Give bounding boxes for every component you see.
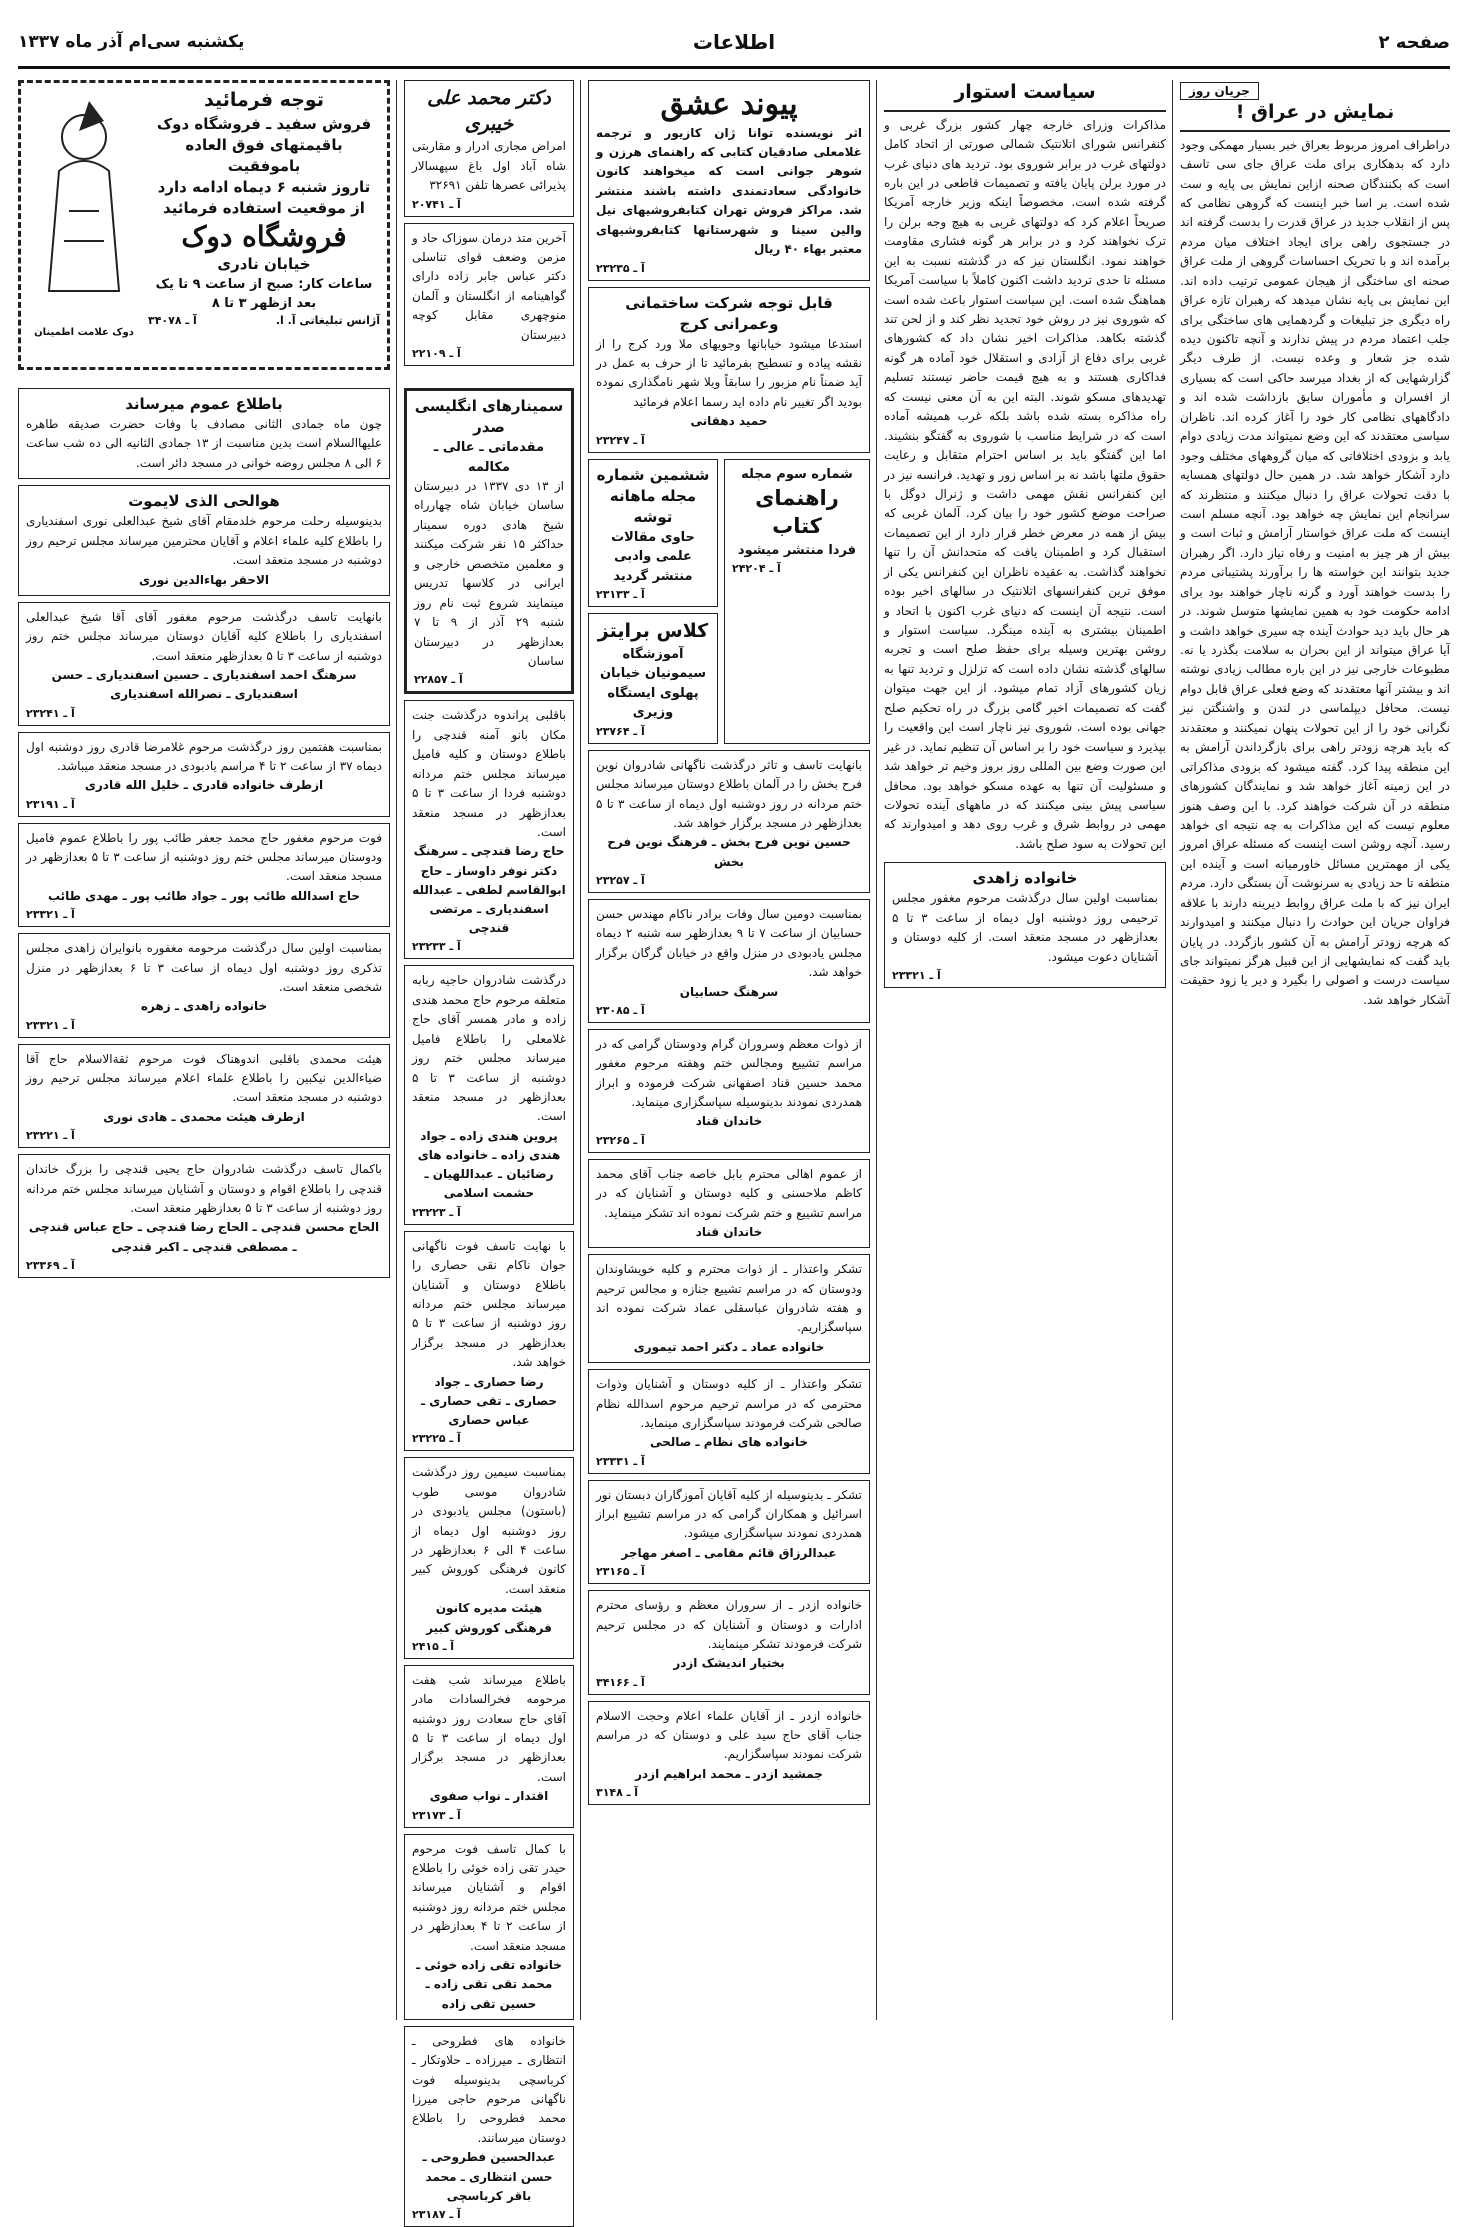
obituary-signature: خانواده های نظام ـ صالحی	[649, 1435, 809, 1450]
header-rule	[18, 66, 1450, 69]
obituary-text: چون ماه جمادی الثانی مصادف با وفات حضرت صدیقه طاهره علیهاالسلام است بدین مناسبت از ۱۳ جمادی الثانیه الی ده شب ساعت ۶ الی ۸ مجلس روضه خوانی در مسجد دائر است.	[26, 417, 382, 470]
obituary-text: درگذشت شادروان حاجیه ربابه متعلقه مرحوم حاج محمد هندی زاده و مادر همسر آقای حاج غلامعلی را باطلاع فامیل میرساند مجلس ختم روز دوشنبه از ساعت ۳ تا ۵ بعدازظهر در مسجد منعقد است.	[412, 973, 566, 1124]
obituary-text: با نهایت تاسف فوت ناگهانی جوان ناکام نقی حصاری را باطلاع دوستان و آشنایان میرساند مجلس ختم مردانه روز دوشنبه از ساعت ۳ تا ۵ بعدازظهر در مسجد برگزار خواهد شد.	[412, 1238, 567, 1370]
col5-obituaries	[18, 388, 390, 2020]
ad-code: آ ـ ۲۲۱۰۹	[412, 347, 461, 361]
notice-box	[884, 862, 1166, 988]
obituary-text: هیئت محمدی باقلبی اندوهناک فوت مرحوم ثقةالاسلام حاج آقا ضیاءالدین نیکبین را باطلاع علماء اعلام میرساند مجلس ترحیم روز دوشنبه در مسجد منعقد است.	[26, 1051, 382, 1105]
tusheh-text: حاوی مقالات علمی وادبی منتشر گردید	[611, 529, 695, 584]
obituary-signature: حاج اسدالله طائب پور ـ جواد طائب پور ـ مهدی طائب	[47, 888, 361, 903]
column-divider	[580, 80, 581, 2020]
seminar-text: از ۱۳ دی ۱۳۳۷ در دبیرستان ساسان خیابان شاه چهارراه شیخ هادی دوره سمینار حداکثر ۱۵ نفر شرکت میکنند و معلمین متخصص خارجی و ایرانی در کلاسها تدریس مینمایند شروع ثبت نام روز شنبه ۲۹ آذر از ۹ تا ۷ بعدازظهر در دبیرستان ساسان	[414, 479, 565, 668]
notice-title: قابل توجه شرکت ساختمانی وعمرانی کرج	[625, 293, 833, 333]
ad-code: آ ـ ۲۳۲۲۵	[412, 1432, 461, 1446]
obituary-text: باقلبی پراندوه درگذشت جنت مکان بانو آمنه قندچی را باطلاع دوستان و کلیه فامیل میرساند مجلس ختم مردانه دوشنبه فردا از ساعت ۳ تا ۵ بعدازظهر در مسجد منعقد است.	[412, 708, 567, 839]
store-street: خیابان نادری	[217, 254, 311, 273]
obituary-signature: خانواده عماد ـ دکتر احمد تیموری	[633, 1339, 825, 1354]
ad-code: آ ـ ۲۳۱۶۵	[596, 1565, 645, 1579]
column-notices	[588, 80, 870, 2020]
page-number: صفحه ۲	[1378, 32, 1450, 53]
notice-body: استدعا میشود خیابانها وجویهای ملا ورد کرج را از نقشه پیاده و تسطیح بفرمائید تا از حرف به عمل در آید ضمناً نام مزبور را سابقاً ویلا شهر نامگذاری نموده بودید اگر تغییر نام داده اید رسما اعلام فرمائید	[596, 336, 862, 409]
ad-code: آ ـ ۲۴۲۰۴	[732, 562, 781, 576]
berlitz-title: کلاس برایتز	[597, 620, 709, 642]
article-headline: سیاست استوار	[954, 81, 1096, 103]
obituary-signature: خاندان قناد	[695, 1224, 763, 1239]
karaj-notice	[588, 287, 870, 453]
divider	[1180, 130, 1450, 132]
ad-code: آ ـ ۲۳۷۶۴	[596, 724, 645, 738]
obituary-text: تشکر واعتذار ـ از ذوات محترم و کلیه خویشاوندان ودوستان که در مراسم تشییع جنازه و مجالس ترحیم و هفته شادروان عباسقلی عماد شرکت نموده اند سپاسگزاریم.	[596, 1262, 862, 1335]
ad-content	[148, 88, 380, 327]
obituary-text: خانواده ازدر ـ از آقایان علماء اعلام وحجت الاسلام جناب آقای حاج سید علی و دوستان که در مراسم شرکت نمودند سپاسگزاریم.	[596, 1708, 862, 1762]
obituary-signature: هیئت مدیره کانون فرهنگی کوروش کبیر	[426, 1601, 552, 1635]
masthead: اطلاعات	[692, 30, 776, 54]
ad-code: آ ـ ۲۳۲۲۳	[412, 1205, 461, 1219]
ad-code: آ ـ ۲۳۲۵۷	[596, 873, 645, 887]
obituary-item	[18, 933, 390, 1038]
ad-code: آ ـ ۲۳۰۸۵	[596, 1003, 645, 1017]
obituary-item	[18, 602, 390, 726]
newspaper-page	[18, 18, 1450, 2221]
ad-code: آ ـ ۲۲۸۵۷	[414, 673, 463, 687]
book-description: اثر نویسنده توانا ژان کازیور و ترجمه غلامعلی صادقیان کتابی که راهنمای هرزن و شوهر جوانی است که میخواهند کانون خانوادگی سعادتمندی داشته باشند منتشر شد. مراکز فروش تهران کتابفروشیهای نیل والین سینا و شهرستانها کتابفروشیهای معتبر بهاء ۴۰ ریال	[596, 125, 862, 257]
store-logo	[29, 91, 139, 351]
obituary-title: هوالحی الذی لایموت	[128, 492, 280, 511]
obituary-item	[588, 1590, 870, 1695]
doctor-ad	[404, 80, 574, 217]
guide-ad	[724, 459, 870, 744]
obituary-signature: ازطرف خانواده قادری ـ خلیل الله قادری	[84, 778, 324, 793]
col4-obituaries	[404, 388, 574, 2221]
tusheh-ad	[588, 459, 718, 608]
obituary-signature: رضا حصاری ـ جواد حصاری ـ تقی حصاری ـ عباس حصاری	[421, 1374, 557, 1428]
ad-code: آ ـ ۲۳۳۲۱	[26, 1018, 75, 1032]
ad-code: آ ـ ۲۳۲۲۱	[26, 1129, 75, 1143]
seminar-ad	[404, 388, 574, 694]
ad-footer	[148, 314, 380, 327]
ad-code: آ ـ ۲۳۳۳۱	[596, 1454, 645, 1468]
store-name: فروشگاه دوک	[181, 219, 347, 253]
obituary-item	[588, 1254, 870, 1363]
ad-line: از موقعیت استفاده فرمائید	[163, 198, 365, 217]
obituary-item	[588, 1369, 870, 1474]
dook-store-ad	[18, 80, 390, 370]
ad-code: آ ـ ۲۳۱۳۳	[596, 588, 645, 601]
divider	[884, 110, 1166, 112]
ad-code: آ ـ ۲۳۱۷۳	[412, 1808, 461, 1822]
ad-code: آ ـ ۲۳۳۲۱	[892, 969, 941, 983]
article-body: مذاکرات وزرای خارجه چهار کشور بزرگ غربی و کنفرانس شورای اتلانتیک شمالی صورتی از اتحاد کامل دولتهای غرب در برابر شوروی بود. تردید های دنیای غرب در مورد برلن پایان یافته و تصمیمات قاطعی در این باره گرفته شده است. مخصوصاً اینکه وزیر خارجه آمریکا صریحاً اعلام کرد که دولتهای غربی به هیچ وجه برلن را ترک نخواهند کرد و در برابر هر گونه فشاری مقاومت خواهند نمود. انگلستان نیز که در گذشته نسبت به این مسئله تا حدی تردید داشت اکنون کاملاً با سیاست آمریکا هماهنگ شده است. این سیاست استوار باعث شده است که شوروی نیز در روش خود تجدید نظر کند و از لحن تند گذشته بکاهد. مذاکرات اخیر نشان داد که کشورهای غربی برای دفاع از آزادی و استقلال خود آماده هر گونه فداکاری هستند و به هیچ قیمت حاضر نیستند تسلیم تهدیدهای مسکو شوند. البته این به آن معنی نیست که راه مذاکره بسته شده باشد بلکه غرب همیشه آماده است که در شرایط مناسب با شوروی به گفتگو بنشیند. اما این گفتگو باید بر اساس احترام متقابل و رعایت حقوق ملتها باشد نه بر اساس زور و تهدید. فرانسه نیز در این کنفرانس نقش مهمی داشت و ژنرال دوگل با صراحت موضع کشور خود را بیان کرد. آلمان غربی که بیش از همه در معرض خطر قرار دارد از این تصمیمات استقبال کرد و اطمینان یافت که متحدانش آن را تنها نخواهند گذاشت. به عقیده ناظران این کنفرانس یکی از موفق ترین کنفرانسهای اتلانتیک در سالهای اخیر بوده است. نتیجه آن اینست که دنیای غرب اکنون با اتحاد و اطمینان بیشتری به آینده مینگرد. سیاست استوار و روشن بهترین وسیله برای حفظ صلح است و تجربه سالهای گذشته نشان داده است که تزلزل و تردید تنها به زیان کشورهای آزاد تمام میشود. از این جهت میتوان گفت که تصمیمات اخیر گامی بزرگ در راه تحکیم صلح جهانی بوده است. شوروی نیز ناچار است این واقعیت را بپذیرد و سیاست خود را بر اساس آن تنظیم نماید. در غیر این صورت وضع بین المللی روز بروز وخیم تر خواهد شد و مسئولیت آن تنها به عهده مسکو خواهد بود. محافل سیاسی پیش بینی میکنند که در ماههای آینده تحولات مهمی در روابط شرق و غرب روی دهد و امیدوارند که این تحولات به سود صلح باشد.	[884, 117, 1166, 851]
logo-caption: دوک علامت اطمینان	[34, 327, 134, 338]
issue-date: یکشنبه سی‌ام آذر ماه ۱۳۳۷	[18, 32, 245, 52]
obituary-signature: سرهنگ احمد اسفندیاری ـ حسین اسفندیاری ـ حسن اسفندیاری ـ نصرالله اسفندیاری	[51, 668, 357, 702]
obituary-item	[404, 1834, 574, 2020]
ad-code: آ ـ ۲۳۱۹۱	[26, 797, 75, 811]
obituary-text: باکمال تاسف درگذشت شادروان حاج یحیی قندچی را بزرگ خاندان قندچی را باطلاع اقوام و دوستان و آشنایان میرساند مجلس ختم مردانه روز دوشنبه از ساعت ۳ تا ۵ بعدازظهر منعقد است.	[26, 1162, 382, 1215]
guide-text: فردا منتشر میشود	[737, 542, 857, 558]
ad-agency: آژانس تبلیغاتی آ. ا.	[275, 313, 380, 327]
ad-code: آ ـ ۲۰۷۴۱	[412, 197, 461, 211]
obituary-signature: خانواده زاهدی ـ زهره	[140, 999, 268, 1014]
obituary-signature: جمشید ازدر ـ محمد ابراهیم ازدر	[635, 1766, 823, 1781]
obituary-text: بمناسبت اولین سال درگذشت مرحومه مغفوره بانوایران زاهدی مجلس تذکری روز دوشنبه اول دیماه از ساعت ۳ تا ۶ بعدازظهر در منزل شخصی منعقد است.	[26, 941, 383, 994]
obituary-text: باطلاع میرساند شب هفت مرحومه فخرالسادات مادر آقای حاج سعادت روز دوشنبه اول دیماه از ساعت ۳ تا ۵ بعدازظهر در مسجد برگزار است.	[412, 1672, 566, 1784]
store-ad-region	[18, 80, 390, 380]
clinic-ad	[404, 223, 574, 367]
obituary-signature: ازطرف هیئت محمدی ـ هادی نوری	[103, 1109, 305, 1124]
obituary-signature: الحاج محسن قندچی ـ الحاج رضا قندچی ـ حاج عباس قندچی ـ مصطفی قندچی ـ اکبر قندچی	[28, 1220, 380, 1254]
obituary-item	[18, 1044, 390, 1149]
obituary-item	[18, 732, 390, 817]
column-editorial-iraq	[1180, 80, 1450, 2020]
obituary-item	[18, 823, 390, 928]
obituary-signature: سرهنگ حسابیان	[679, 984, 779, 999]
obituary-item	[404, 965, 574, 1224]
obituary-item	[588, 899, 870, 1023]
obituary-signature: حسین نوین فرح بخش ـ فرهنگ نوین فرح بخش	[607, 835, 851, 869]
ad-code: آ ـ ۳۴۱۶۶	[596, 1675, 645, 1689]
obituary-text: از ذوات معظم وسروران گرام ودوستان گرامی که در مراسم تشییع ومجالس ختم وهفته مرحوم مغفور محمد حسین قناد اصفهانی شرکت فرموده و ابراز همدردی نمودند بدینوسیله سپاسگزاری مینماید.	[596, 1036, 862, 1110]
notice-body: بمناسبت اولین سال درگذشت مرحوم مغفور مجلس ترحیمی روز دوشنبه اول دیماه از ساعت ۳ تا ۵ بعدازظهر در مسجد منعقد است. از کلیه دوستان و آشنایان دعوت میشود.	[892, 891, 1159, 964]
book-ad	[588, 80, 870, 281]
obituary-text: بدینوسیله رحلت مرحوم خلدمقام آقای شیخ عبدالعلی نوری اسفندیاری را باطلاع کلیه علماء اعلام و آقایان محترمین میرساند مجلس ترحیم روز دوشنبه در مسجد منعقد است.	[26, 514, 382, 568]
obituary-text: تشکر واعتذار ـ از کلیه دوستان و آشنایان وذوات محترمی که در مراسم ترحیم مرحوم اسدالله نظام صالحی شرکت فرمودند سپاسگزاری مینماید.	[596, 1377, 862, 1430]
obituary-text: بانهایت تاسف و تاثر درگذشت ناگهانی شادروان نوین فرح بخش را در آلمان باطلاع دوستان میرساند مجلس ختم مردانه در روز دوشنبه اول دیماه از ساعت ۳ تا ۵ بعدازظهر در مسجد برگزار خواهد شد.	[596, 757, 863, 830]
notice-signature: حمید دهقانی	[690, 414, 768, 429]
doctor-name: دکتر محمد علی خیبری	[427, 87, 551, 135]
obituary-signature: خانواده تقی زاده خوئی ـ محمد تقی تقی زاده ـ حسین تقی زاده	[416, 1958, 562, 2011]
obituary-text: از عموم اهالی محترم بابل خاصه جناب آقای محمد کاظم ملاحسنی و کلیه دوستان و آشنایان که در مراسم تشییع و ختم شرکت نموده اند تشکر مینماید.	[596, 1166, 862, 1220]
ad-code: آ ـ ۲۳۲۴۱	[26, 706, 75, 720]
ad-line: باقیمتهای فوق العاده باموفقیت	[185, 135, 343, 175]
seminar-title: سمینارهای انگلیسی صدر	[414, 397, 564, 436]
obituary-item	[588, 750, 870, 893]
obituary-text: خانواده ازدر ـ از سروران معظم و رؤسای محترم ادارات و دوستان و آشنایان که در مجلس ترحیم شرکت فرمودند تشکر مینمایند.	[596, 1598, 862, 1651]
article-headline: نمایش در عراق !	[1235, 101, 1395, 123]
obituary-item	[404, 2026, 574, 2227]
obituary-signature: عبدالحسین فطروحی ـ حسن انتظاری ـ محمد باقر کرباسچی	[422, 2150, 556, 2203]
obituary-item	[588, 1159, 870, 1249]
column-editorial-policy	[884, 80, 1166, 2020]
berlitz-text: آموزشگاه سیمونیان خیابان پهلوی ایستگاه وزیری	[599, 646, 707, 721]
obituary-signature: خاندان قناد	[695, 1114, 763, 1129]
ad-line: تاروز شنبه ۶ دیماه ادامه دارد	[157, 177, 371, 196]
ads-row	[588, 459, 870, 750]
store-hours: ساعات کار: صبح از ساعت ۹ تا یک بعد ازظهر ۳ تا ۸	[155, 276, 373, 312]
obituary-text: خانواده های فطروحی ـ انتظاری ـ میرزاده ـ حلاوتکار ـ کرباسچی بدینوسیله فوت ناگهانی مرحوم حاجی میرزا محمد فطروحی را باطلاع دوستان میرسانند.	[412, 2033, 566, 2145]
obituary-text: بمناسبت هفتمین روز درگذشت مرحوم غلامرضا قادری روز دوشنبه اول دیماه ۳۷ از ساعت ۲ تا ۴ مراسم یادبودی در مسجد منعقد میباشد.	[26, 739, 382, 773]
ad-code: آ ـ ۲۳۲۳۳	[412, 940, 461, 954]
seminar-sub: مقدماتی ـ عالی ـ مکالمه	[433, 440, 545, 475]
column-divider	[1172, 80, 1173, 2020]
ad-code: آ ـ ۲۳۲۶۵	[596, 1133, 645, 1147]
ad-code: آ ـ ۲۳۱۸۷	[412, 2207, 461, 2221]
obituary-item	[588, 1029, 870, 1153]
ad-title: توجه فرمائید	[204, 89, 324, 111]
right-ads	[588, 459, 718, 750]
obituary-item	[18, 485, 390, 596]
obituary-text: بمناسبت دومین سال وفات برادر ناکام مهندس حسن حسابیان از ساعت ۷ تا ۹ بعدازظهر سه شنبه ۲ دیماه مجلس یادبودی در منزل واقع در خیابان گرگان برگزار خواهد شد.	[596, 906, 862, 980]
obituary-signature: اقتدار ـ نواب صفوی	[429, 1789, 549, 1804]
page-header	[18, 18, 1450, 70]
ad-code: آ ـ ۲۳۳۲۱	[26, 908, 75, 922]
obituary-text: بانهایت تاسف درگذشت مرحوم مغفور آقای آقا شیخ عبدالعلی اسفندیاری را باطلاع کلیه آقایان دوستان میرساند مجلس ختم روز دوشنبه از ساعت ۳ تا ۵ بعدازظهر منعقد است.	[26, 609, 382, 663]
obituary-text: تشکر ـ بدینوسیله از کلیه آقایان آموزگاران دبستان نور اسرائیل و همکاران گرامی که در مراسم تشییع ابراز همدردی نمودند سپاسگزاری میشود.	[596, 1487, 862, 1541]
section-kicker: جریان روز	[1180, 82, 1259, 100]
shopkeeper-illustration-icon	[29, 91, 139, 321]
obituary-item	[18, 1154, 390, 1278]
obituary-text: بمناسبت سیمین روز درگذشت شادروان موسی طوب (باستون) مجلس یادبودی در روز دوشنبه اول دیماه از ساعت ۴ الی ۶ بعدازظهر در کانون فرهنگی کوروش کبیر منعقد است.	[412, 1465, 566, 1596]
obituary-item	[404, 1665, 574, 1828]
column-medical-ads	[404, 80, 574, 380]
ad-code: آ ـ ۲۳۳۶۹	[26, 1258, 75, 1272]
obituary-item	[404, 700, 574, 959]
article-body: دراطراف امروز مربوط بعراق خبر بسیار مهمکی وجود دارد که بدهکاری برای ملت عراق جای سی تاسف است که بکنندگان صحنه ازاین نمایش بی پایه و ست شده است. بر اسا خبر اینست که گروهی نظامی که پس از انقلاب جدید در عراق قدرت را بدست گرفته اند در جستجوی راهی برای ایجاد اختلاف میان مردم برآمده اند و با تحریک احساسات گروهی از ملت عراق صحنه ای ساختگی از هیجان عمومی ترتیب داده اند. این نمایش بی پایه نشان میدهد که رهبران تازه عراق راه دیگری جز تبلیغات و گردهمایی های ساختگی برای جلب اعتماد مردم در پیش ندارند و آنچه تاکنون دیده شده جز شعار و وعده نیست. از طرف دیگر گزارشهایی که از بغداد میرسد حاکی است که بسیاری از افسران و مأموران سابق بازداشت شده اند و دادگاههای نظامی کار خود را آغاز کرده اند. ناظران سیاسی معتقدند که این وضع نمیتواند مدت زیادی دوام یابد و بزودی اختلافاتی که میان گروههای مختلف وجود دارد آشکار خواهد شد. در همین حال دولتهای همسایه با دقت تحولات عراق را دنبال میکنند و منتظرند که سرانجام این نمایش چه خواهد بود. آنچه مسلم است اینست که ملت عراق خواستار آرامش و ثبات است و بیش از هر چیز به امنیت و رفاه نیاز دارد. اگر رهبران جدید بتوانند این خواسته ها را برآورند پشتیبانی مردم را بدست خواهند آورد و گرنه ناچار خواهند بود برای ادامه حکومت خود به همین نمایشها متوسل شوند. در هر حال باید دید حوادث آینده چه سیری خواهد داشت و آیا عراق میتواند از این بحران به سلامت بگذرد یا نه. مطبوعات خارجی نیز در این باره مطالب زیادی نوشته اند و بیشتر آنها معتقدند که وضع فعلی عراق قابل دوام نیست. محافل دیپلماسی در لندن و واشنگتن نیز نگرانی خود را از این تحولات پنهان نمیکنند و معتقدند که باید هرچه زودتر راهی برای بازگرداندن آرامش به این منطقه پیدا کرد. گفته میشود که بزودی مذاکراتی در این زمینه آغاز خواهد شد و نمایندگان کشورهای منطقه در آن شرکت خواهند کرد. با این وصف هنوز معلوم نیست که این مذاکرات به چه نتیجه ای خواهد رسید. آنچه روشن است اینست که مسئله عراق امروز یکی از مهمترین مسائل خاورمیانه است و آینده این منطقه تا حد زیادی به سرنوشت آن بستگی دارد. مردم ایران نیز که با ملت عراق روابط دیرینه دارند با علاقه فراوان جریان این حوادث را دنبال میکنند و امیدوارند که هرچه زودتر آرامش به آن کشور بازگردد. در پایان باید گفت که نمایشهایی از این قبیل هرگز نمیتواند جای سیاست درست و اصولی را بگیرد و دیر یا زود حقیقت آشکار خواهد شد.	[1180, 137, 1450, 1007]
guide-label: شماره سوم مجله	[741, 466, 853, 482]
tusheh-title: ششمین شماره مجله ماهانه توشه	[596, 465, 710, 526]
ad-code: آ ـ ۲۳۲۴۷	[596, 433, 645, 447]
obituary-item	[18, 388, 390, 479]
obituary-title: باطلاع عموم میرساند	[125, 395, 283, 413]
ad-code: آ ـ ۳۴۰۷۸	[148, 313, 197, 327]
obituary-text: فوت مرحوم مغفور حاج محمد جعفر طائب پور را باطلاع عموم فامیل ودوستان میرساند مجلس ختم روز دوشنبه از ساعت ۳ تا ۵ بعدازظهر در مسجد منعقد است.	[26, 830, 383, 884]
ad-code: آ ـ ۲۳۲۳۵	[596, 261, 645, 275]
clinic-text: آخرین متد درمان سوزاک حاد و مزمن وضعف قوای تناسلی دکتر عباس جابر زاده دارای گواهینامه از انگلستان و آلمان منوچهری مقابل کوچه دبیرستان	[412, 230, 566, 342]
guide-title: راهنمای کتاب	[755, 486, 839, 539]
obituary-signature: حاج رضا قندچی ـ سرهنگ دکتر نوفر داوساز ـ حاج ابوالقاسم لطفی ـ عبدالله اسفندیاری ـ مرتضی قندچی	[412, 844, 566, 936]
obituary-item	[404, 1231, 574, 1452]
obituary-signature: بختیار اندیشک ازدر	[673, 1656, 785, 1671]
doctor-text: امراض مجاری ادرار و مقاربتی شاه آباد اول باغ سپهسالار پذیرائی عصرها تلفن ۳۲۶۹۱	[412, 139, 566, 193]
ad-line: فروش سفید ـ فروشگاه دوک	[156, 114, 372, 133]
obituary-text: با کمال تاسف فوت مرحوم حیدر تقی زاده خوئی را باطلاع اقوام و آشنایان میرساند مجلس ختم مردانه روز دوشنبه از ساعت ۲ تا ۴ بعدازظهر در مسجد منعقد است.	[412, 1841, 567, 1953]
col3-obituaries	[588, 750, 870, 1805]
obituary-signature: پروین هندی زاده ـ جواد هندی زاده ـ خانواده های رضائیان ـ عبداللهیان ـ حشمت اسلامی	[417, 1128, 561, 1201]
notice-title: خانواده زاهدی	[972, 869, 1078, 888]
obituary-item	[588, 1701, 870, 1806]
obituary-item	[404, 1457, 574, 1658]
berlitz-ad	[588, 613, 718, 744]
obituary-signature: الاحقر بهاءالدین نوری	[138, 572, 269, 587]
book-title: پیوند عشق	[660, 87, 798, 122]
obituary-item	[588, 1480, 870, 1585]
column-divider	[396, 80, 397, 2020]
obituary-signature: عبدالرزاق قائم مقامی ـ اصغر مهاجر	[621, 1545, 837, 1560]
ad-code: آ ـ ۳۱۴۸	[596, 1786, 639, 1800]
column-divider	[876, 80, 877, 2020]
ad-code: آ ـ ۲۴۱۵	[412, 1639, 455, 1653]
